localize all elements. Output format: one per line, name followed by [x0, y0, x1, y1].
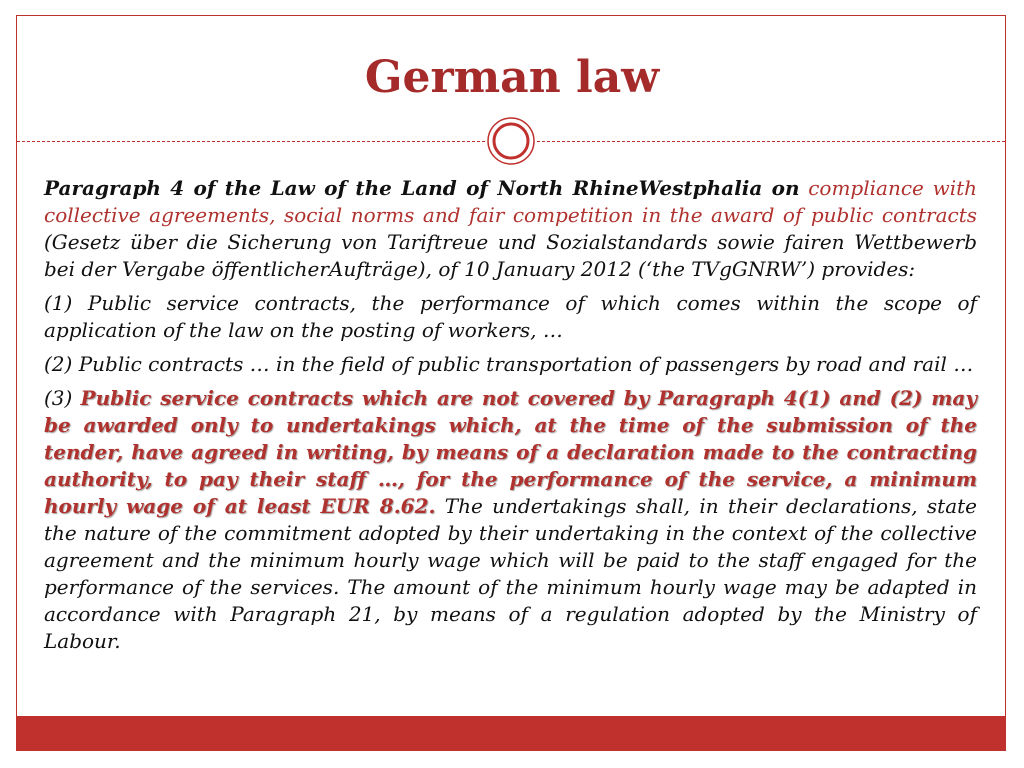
paragraph-1: (1) Public service contracts, the performance of which comes within the scope of application of the law on the posting of workers, …	[44, 291, 977, 342]
paragraph-2: (2) Public contracts … in the field of public transportation of passengers by road and rail …	[44, 352, 974, 376]
intro-rest: (Gesetz über die Sicherung von Tariftreue und Sozialstandards sowie fairen Wettbewerb bei der Vergabe öffentlicherAufträge), of 10 January 2012 (‘the TVgGNRW’) provides:	[44, 230, 977, 281]
paragraph-3-highlight: Public service contracts which are not covered by Paragraph 4(1) and (2) may be awarded only to undertakings which, at the time of the submission of the tender, have agreed in writing, by means of a declaration made to the contracting authority, to pay their staff …, for the performance of the service, a minimum hourly wage of at least EUR 8.62.	[44, 386, 977, 518]
paragraph-3-rest: The undertakings shall, in their declarations, state the nature of the commitment adopted by their undertaking in the context of the collective agreement and the minimum hourly wage which will be paid to the staff engaged for the performance of the services. The amount of the minimum hourly wage may be adapted in accordance with Paragraph 21, by means of a regulation adopted by the Ministry of Labour.	[44, 494, 977, 653]
divider-ring-icon	[486, 116, 536, 166]
page-title: German law	[364, 52, 660, 103]
paragraph-3	[44, 385, 977, 655]
intro-bold: Paragraph 4 of the Law of the Land of North RhineWestphalia on	[44, 176, 800, 200]
body-text	[44, 175, 977, 662]
intro-paragraph	[44, 175, 977, 283]
intro-law-name: compliance with collective agreements, social norms and fair competition in the award of public contracts	[44, 176, 978, 227]
footer-bar	[16, 716, 1006, 751]
paragraph-3-prefix: (3)	[44, 386, 73, 410]
